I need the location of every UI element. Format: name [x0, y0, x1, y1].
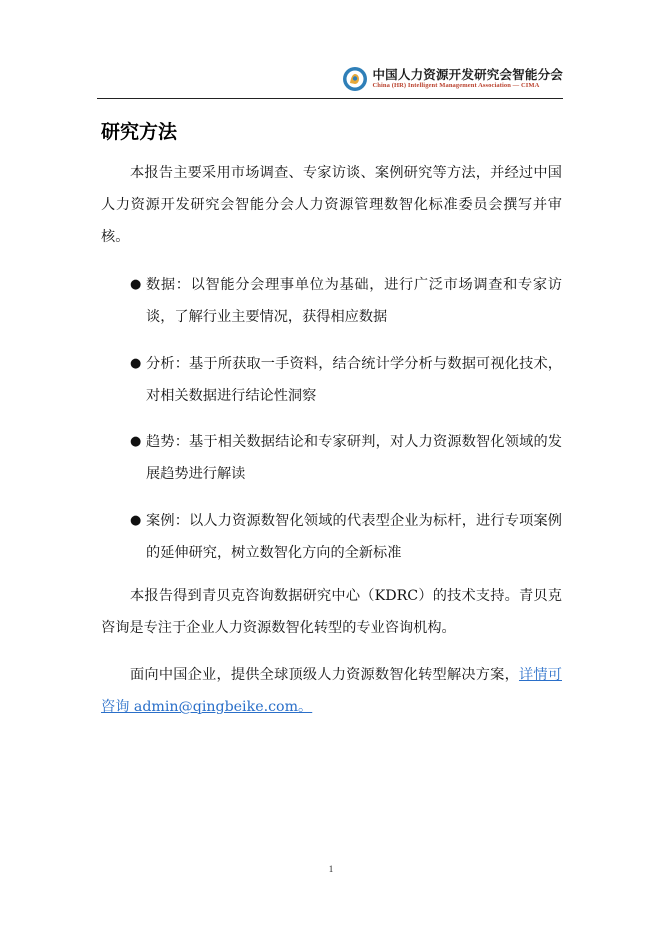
list-item-text: 数据：以智能分会理事单位为基础，进行广泛市场调查和专家访谈，了解行业主要情况，获得相应数据	[146, 277, 562, 325]
intro-paragraph: 本报告主要采用市场调查、专家访谈、案例研究等方法，并经过中国人力资源开发研究会智能分会人力资源管理数智化标准委员会撰写并审核。	[101, 165, 562, 245]
list-item	[130, 426, 562, 490]
org-name-en: China (HR) Intelligent Management Association — CIMA	[372, 82, 540, 89]
list-item-text: 分析：基于所获取一手资料，结合统计学分析与数据可视化技术，对相关数据进行结论性洞察	[146, 356, 562, 404]
cima-logo-icon	[342, 66, 368, 92]
org-logo	[342, 66, 563, 92]
contact-paragraph	[101, 659, 562, 723]
org-name-cn: 中国人力资源开发研究会智能分会	[372, 66, 563, 82]
contact-email-link[interactable]: 详情可咨询 admin@qingbeike.com。	[101, 667, 562, 715]
contact-text: 面向中国企业，提供全球顶级人力资源数智化转型解决方案，	[130, 667, 519, 683]
bullet-icon: ●	[130, 277, 142, 292]
list-item-text: 趋势：基于相关数据结论和专家研判，对人力资源数智化领域的发展趋势进行解读	[146, 434, 562, 482]
list-item	[130, 348, 562, 412]
bullet-icon: ●	[130, 356, 142, 371]
support-paragraph: 本报告得到青贝克咨询数据研究中心（KDRC）的技术支持。青贝克咨询是专注于企业人力资源数智化转型的专业咨询机构。	[101, 588, 562, 636]
list-item	[130, 269, 562, 333]
header-divider	[97, 98, 563, 99]
bullet-icon: ●	[130, 434, 142, 449]
list-item-text: 案例：以人力资源数智化领域的代表型企业为标杆，进行专项案例的延伸研究，树立数智化方向的全新标准	[146, 513, 562, 561]
page-header	[97, 66, 563, 98]
section-title: 研究方法	[101, 121, 178, 143]
list-item	[130, 505, 562, 569]
bullet-icon: ●	[130, 513, 142, 528]
page-number: 1	[328, 864, 334, 874]
